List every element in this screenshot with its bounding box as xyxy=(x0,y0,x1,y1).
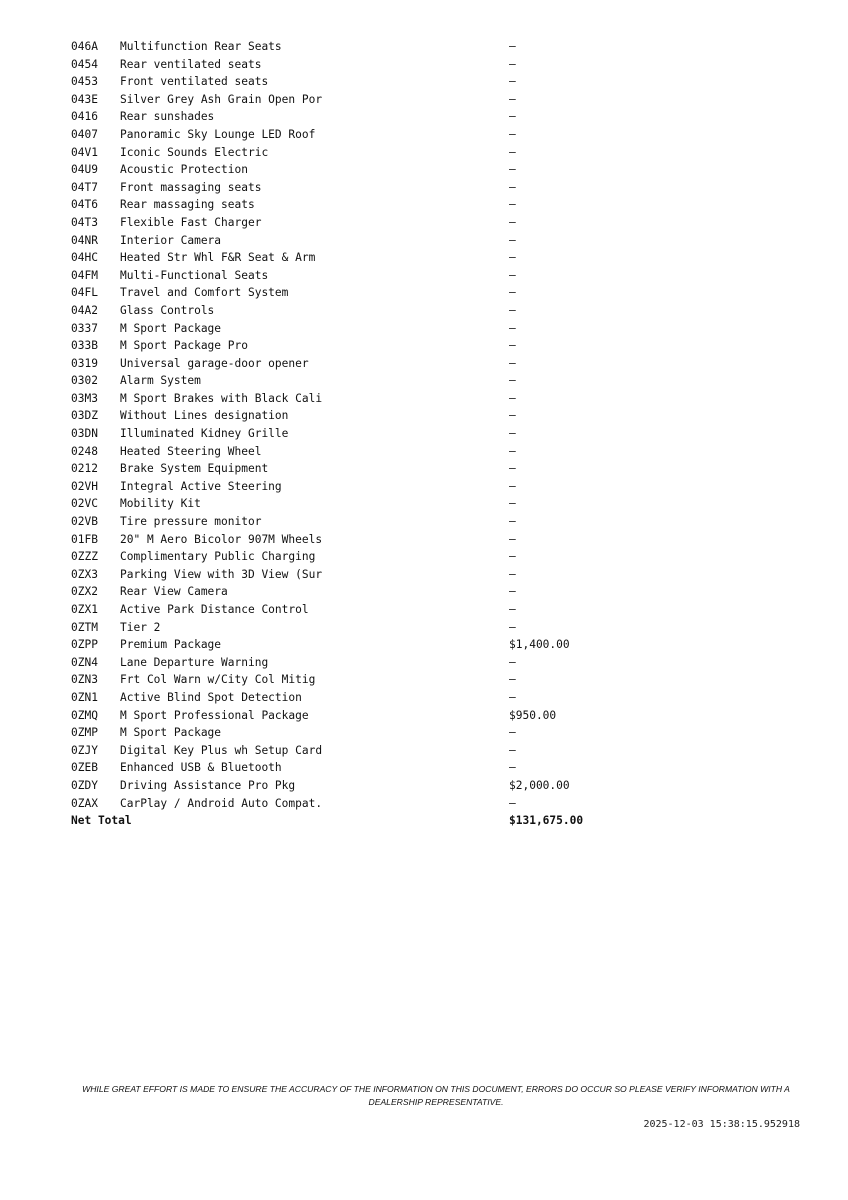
option-price: — xyxy=(509,479,516,493)
option-price: — xyxy=(509,92,516,106)
option-price: — xyxy=(509,198,516,212)
option-price: $2,000.00 xyxy=(509,778,570,792)
option-description: Multi-Functional Seats xyxy=(120,268,269,282)
option-description: Active Park Distance Control xyxy=(120,603,309,616)
option-row xyxy=(71,795,629,813)
option-code: 0319 xyxy=(71,356,98,370)
option-code: 03DZ xyxy=(71,409,98,423)
option-description: Rear sunshades xyxy=(120,110,215,124)
option-row xyxy=(71,214,629,232)
option-description: Without Lines designation xyxy=(120,409,289,423)
option-price: — xyxy=(509,567,516,581)
option-code: 0ZX3 xyxy=(71,567,98,581)
option-row xyxy=(71,196,629,214)
option-code: 0ZDY xyxy=(71,778,98,792)
option-row xyxy=(71,724,629,742)
option-description: Travel and Comfort System xyxy=(120,286,289,300)
option-code: 0ZPP xyxy=(71,638,98,652)
option-price: $950.00 xyxy=(509,708,557,722)
option-code: 01FB xyxy=(71,532,98,546)
option-price: — xyxy=(509,550,516,564)
option-code: 02VH xyxy=(71,479,98,493)
option-row xyxy=(71,425,629,443)
option-description: Alarm System xyxy=(120,374,201,388)
option-code: 0ZN3 xyxy=(71,673,98,687)
option-code: 0ZJY xyxy=(71,743,98,757)
option-row xyxy=(71,108,629,126)
option-row xyxy=(71,443,629,461)
option-price: — xyxy=(509,339,516,353)
option-description: Lane Departure Warning xyxy=(120,655,269,669)
net-total-value: $131,675.00 xyxy=(509,814,584,828)
option-row xyxy=(71,144,629,162)
option-price: — xyxy=(509,743,516,757)
option-code: 0454 xyxy=(71,57,98,71)
option-row xyxy=(71,636,629,654)
option-price: — xyxy=(509,761,516,775)
option-description: Active Blind Spot Detection xyxy=(120,690,302,704)
option-description: 20" M Aero Bicolor 907M Wheels xyxy=(120,532,323,546)
option-description: Premium Package xyxy=(120,638,222,652)
option-code: 0ZMP xyxy=(71,726,98,740)
net-total-row xyxy=(71,812,629,830)
disclaimer-text: WHILE GREAT EFFORT IS MADE TO ENSURE THE ACCURACY OF THE INFORMATION ON THIS DOCUMENT, ERRORS DO OCCUR SO PLEASE VERIFY INFORMATION WITH A DEALERSHIP REPRESENTATIVE. xyxy=(82,1084,790,1107)
option-description: Front ventilated seats xyxy=(120,75,269,89)
option-description: Rear ventilated seats xyxy=(120,57,262,71)
option-code: 0ZAX xyxy=(71,796,98,810)
option-price: — xyxy=(509,75,516,89)
option-description: Acoustic Protection xyxy=(120,163,248,177)
print-timestamp: 2025-12-03 15:38:15.952918 xyxy=(643,1119,800,1130)
option-price: — xyxy=(509,603,516,616)
option-code: 0248 xyxy=(71,444,98,458)
option-description: Interior Camera xyxy=(120,233,222,247)
option-code: 0337 xyxy=(71,321,98,335)
option-price: — xyxy=(509,427,516,441)
option-price: — xyxy=(509,673,516,687)
option-description: M Sport Brakes with Black Cali xyxy=(120,391,323,405)
option-code: 03DN xyxy=(71,427,98,441)
option-description: Digital Key Plus wh Setup Card xyxy=(120,743,323,757)
option-price: — xyxy=(509,268,516,282)
option-price: — xyxy=(509,374,516,388)
option-row xyxy=(71,390,629,408)
option-description: Universal garage-door opener xyxy=(120,356,309,370)
option-row xyxy=(71,284,629,302)
option-code: 0ZZZ xyxy=(71,550,98,564)
option-description: Driving Assistance Pro Pkg xyxy=(120,778,296,792)
option-price: — xyxy=(509,233,516,247)
option-row xyxy=(71,91,629,109)
option-price: — xyxy=(509,163,516,177)
options-list xyxy=(71,38,629,812)
option-price: — xyxy=(509,655,516,669)
option-price: — xyxy=(509,286,516,300)
option-row xyxy=(71,232,629,250)
option-code: 02VC xyxy=(71,497,98,511)
option-code: 04T3 xyxy=(71,215,98,229)
option-row xyxy=(71,302,629,320)
option-code: 046A xyxy=(71,40,98,53)
option-description: Silver Grey Ash Grain Open Por xyxy=(120,92,323,106)
option-row xyxy=(71,126,629,144)
option-code: 0212 xyxy=(71,462,98,476)
option-description: Brake System Equipment xyxy=(120,462,269,476)
option-price: — xyxy=(509,251,516,265)
option-price: — xyxy=(509,215,516,229)
option-price: — xyxy=(509,110,516,124)
option-row xyxy=(71,759,629,777)
option-price: — xyxy=(509,57,516,71)
option-price: — xyxy=(509,620,516,634)
option-row xyxy=(71,161,629,179)
option-description: Front massaging seats xyxy=(120,180,262,194)
option-code: 04U9 xyxy=(71,163,98,177)
option-description: Integral Active Steering xyxy=(120,479,282,493)
option-code: 04V1 xyxy=(71,145,98,159)
option-code: 0ZX2 xyxy=(71,585,98,599)
option-description: Rear massaging seats xyxy=(120,198,255,212)
option-row xyxy=(71,531,629,549)
option-price: — xyxy=(509,585,516,599)
option-row xyxy=(71,495,629,513)
option-description: Heated Str Whl F&R Seat & Arm xyxy=(120,251,316,265)
option-row xyxy=(71,56,629,74)
option-code: 043E xyxy=(71,92,98,106)
option-description: Parking View with 3D View (Sur xyxy=(120,567,323,581)
option-price: — xyxy=(509,127,516,141)
option-description: M Sport Package Pro xyxy=(120,339,248,353)
option-row xyxy=(71,372,629,390)
option-row xyxy=(71,548,629,566)
option-description: M Sport Package xyxy=(120,321,222,335)
option-price: — xyxy=(509,532,516,546)
option-code: 04T6 xyxy=(71,198,98,212)
option-code: 0302 xyxy=(71,374,98,388)
option-row xyxy=(71,337,629,355)
option-price: — xyxy=(509,145,516,159)
option-price: — xyxy=(509,356,516,370)
option-row xyxy=(71,513,629,531)
option-price: — xyxy=(509,321,516,335)
option-price: — xyxy=(509,796,516,810)
option-row xyxy=(71,478,629,496)
option-description: M Sport Package xyxy=(120,726,222,740)
option-row xyxy=(71,601,629,619)
option-description: Complimentary Public Charging xyxy=(120,550,316,564)
option-code: 04FM xyxy=(71,268,98,282)
option-row xyxy=(71,355,629,373)
option-code: 0416 xyxy=(71,110,98,124)
option-row xyxy=(71,619,629,637)
option-row xyxy=(71,407,629,425)
option-code: 0ZN1 xyxy=(71,690,98,704)
option-price: — xyxy=(509,515,516,529)
option-description: Tire pressure monitor xyxy=(120,515,262,529)
option-description: Flexible Fast Charger xyxy=(120,215,262,229)
net-total-label: Net Total xyxy=(71,814,132,828)
option-code: 04HC xyxy=(71,251,98,265)
option-price: — xyxy=(509,409,516,423)
option-description: Mobility Kit xyxy=(120,497,201,511)
option-description: Glass Controls xyxy=(120,303,215,317)
option-description: Heated Steering Wheel xyxy=(120,444,262,458)
option-description: Rear View Camera xyxy=(120,585,228,599)
option-code: 04NR xyxy=(71,233,98,247)
option-price: $1,400.00 xyxy=(509,638,570,652)
option-description: Multifunction Rear Seats xyxy=(120,40,282,53)
option-code: 0407 xyxy=(71,127,98,141)
option-row xyxy=(71,689,629,707)
option-description: Tier 2 xyxy=(120,620,161,634)
option-row xyxy=(71,671,629,689)
option-code: 04A2 xyxy=(71,303,98,317)
option-row xyxy=(71,38,629,56)
option-price: — xyxy=(509,462,516,476)
option-row xyxy=(71,267,629,285)
option-code: 03M3 xyxy=(71,391,98,405)
option-code: 0ZEB xyxy=(71,761,98,775)
option-code: 04T7 xyxy=(71,180,98,194)
option-code: 02VB xyxy=(71,515,98,529)
option-description: Illuminated Kidney Grille xyxy=(120,427,289,441)
option-price: — xyxy=(509,40,516,53)
option-code: 0453 xyxy=(71,75,98,89)
option-row xyxy=(71,742,629,760)
options-table xyxy=(71,38,629,830)
option-price: — xyxy=(509,303,516,317)
option-code: 0ZX1 xyxy=(71,603,98,616)
option-price: — xyxy=(509,726,516,740)
option-description: Enhanced USB & Bluetooth xyxy=(120,761,282,775)
option-code: 0ZMQ xyxy=(71,708,98,722)
option-row xyxy=(71,249,629,267)
option-price: — xyxy=(509,497,516,511)
option-row xyxy=(71,73,629,91)
option-code: 0ZN4 xyxy=(71,655,98,669)
option-row xyxy=(71,777,629,795)
total-section xyxy=(71,812,629,830)
option-code: 033B xyxy=(71,339,98,353)
option-description: Iconic Sounds Electric xyxy=(120,145,269,159)
option-description: CarPlay / Android Auto Compat. xyxy=(120,796,323,810)
option-code: 04FL xyxy=(71,286,98,300)
option-row xyxy=(71,583,629,601)
option-description: Panoramic Sky Lounge LED Roof xyxy=(120,127,316,141)
option-code: 0ZTM xyxy=(71,620,98,634)
option-row xyxy=(71,654,629,672)
option-row xyxy=(71,566,629,584)
option-description: M Sport Professional Package xyxy=(120,708,309,722)
option-row xyxy=(71,179,629,197)
option-price: — xyxy=(509,391,516,405)
option-row xyxy=(71,320,629,338)
option-price: — xyxy=(509,690,516,704)
option-row xyxy=(71,707,629,725)
option-row xyxy=(71,460,629,478)
option-description: Frt Col Warn w/City Col Mitig xyxy=(120,673,316,687)
option-price: — xyxy=(509,444,516,458)
option-price: — xyxy=(509,180,516,194)
